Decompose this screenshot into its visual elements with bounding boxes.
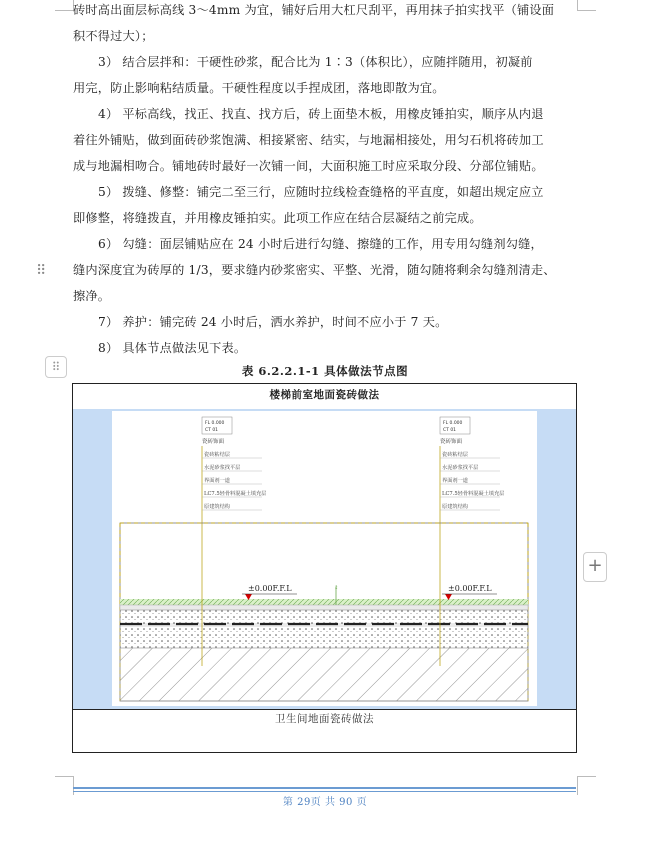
footer-divider: [73, 787, 576, 789]
layer-label: 瓷砖粘结层: [442, 452, 468, 458]
lightweight-concrete-layer: [120, 626, 528, 648]
paragraph-line: 3） 结合层拌和：干硬性砂浆，配合比为 1∶3（体积比），应随拌随用，初凝前: [98, 55, 533, 69]
callout-tag-label: 瓷砖饰面: [440, 439, 463, 445]
drag-handle-icon[interactable]: ⠿: [36, 263, 47, 279]
footer-divider: [73, 791, 576, 792]
tile-layer: [120, 599, 528, 605]
elevation-label: ±0.00F.F.L: [448, 584, 492, 593]
callout-tag-line: FL 0.000: [443, 421, 463, 426]
paragraph-line: 成与地漏相吻合。铺地砖时最好一次铺一间，大面积施工时应采取分段、分部位铺贴。: [73, 159, 544, 173]
paragraph-line: 用完，防止影响粘结质量。干硬性程度以手捏成团，落地即散为宜。: [73, 81, 445, 95]
layer-label: LC7.5轻骨料混凝土填充层: [442, 491, 505, 497]
screed-layer: [120, 610, 528, 624]
callout-tag-label: 瓷砖饰面: [202, 439, 225, 445]
callout-tag-line: FL 0.000: [205, 421, 225, 426]
table-header: 楼梯前室地面瓷砖做法: [73, 384, 576, 410]
page-number: 第 29页 共 90 页: [282, 797, 368, 808]
layer-label: 原建筑结构: [442, 504, 468, 510]
layer-label: LC7.5轻骨料混凝土填充层: [204, 491, 267, 497]
elevation-label: ±0.00F.F.L: [248, 584, 292, 593]
paragraph-line: 6） 勾缝：面层铺贴应在 24 小时后进行勾缝、擦缝的工作，用专用勾缝剂勾缝，: [98, 237, 543, 251]
paragraph-line: 5） 拨缝、修整：铺完二至三行，应随时拉线检查缝格的平直度，如超出规定应立: [98, 185, 544, 199]
bond-layer: [120, 605, 528, 610]
detail-drawing-cell: [73, 409, 576, 710]
paragraph-line: 砖时高出面层标高线 3～4mm 为宜，铺好后用大杠尺刮平，再用抹子拍实找平（铺设面: [73, 3, 555, 17]
paragraph-line: 积不得过大）；: [73, 29, 154, 43]
center-mark-icon: ↕: [334, 585, 339, 591]
paragraph-line: 8） 具体节点做法见下表。: [98, 341, 247, 355]
paragraph-line: 4） 平标高线，找正、找直、找方后，砖上面垫木板，用橡皮锤拍实，顺序从内退: [98, 107, 544, 121]
paragraph-line: 擦净。: [73, 289, 111, 303]
layer-label: 原建筑结构: [204, 504, 230, 510]
add-block-button[interactable]: [583, 552, 607, 582]
table-footer: 卫生间地面瓷砖做法: [275, 713, 374, 725]
plus-icon: +: [587, 555, 603, 576]
paragraph-line: 即修整，将缝拨直，并用橡皮锤拍实。此项工作应在结合层凝结之前完成。: [73, 211, 482, 225]
drag-handle-icon: ⠿: [51, 360, 61, 374]
layer-label: 瓷砖粘结层: [204, 452, 230, 458]
detail-table: [72, 383, 577, 753]
callout-tag-line: CT 01: [205, 428, 219, 433]
paragraph-line: 7） 养护：铺完砖 24 小时后，洒水养护，时间不应小于 7 天。: [98, 315, 448, 329]
layer-label: 水泥砂浆找平层: [204, 465, 241, 471]
layer-label: 界面剂一道: [442, 478, 468, 484]
structure-layer: [120, 648, 528, 701]
callout-tag-line: CT 01: [443, 428, 457, 433]
paragraph-line-with-cursor[interactable]: 缝内深度宜为砖厚的 1/3，要求缝内砂浆密实、平整、光滑，随勾随将剩余勾缝剂清走、: [73, 263, 556, 277]
elevation-mark-left: [242, 584, 297, 600]
detail-drawing: [112, 411, 537, 706]
table-caption: 表 6.2.2.1-1 具体做法节点图: [241, 364, 409, 378]
layer-label: 水泥砂浆找平层: [442, 465, 479, 471]
page-corner-mark: [577, 0, 596, 11]
elevation-mark-right: [442, 584, 497, 600]
page-corner-mark: [55, 0, 74, 11]
layer-label: 界面剂一道: [204, 478, 230, 484]
floor-section-drawing: [112, 411, 537, 706]
paragraph-line: 着往外铺贴，做到面砖砂浆饱满、相接紧密、结实，与地漏相接处，用匀石机将砖加工: [73, 133, 544, 147]
